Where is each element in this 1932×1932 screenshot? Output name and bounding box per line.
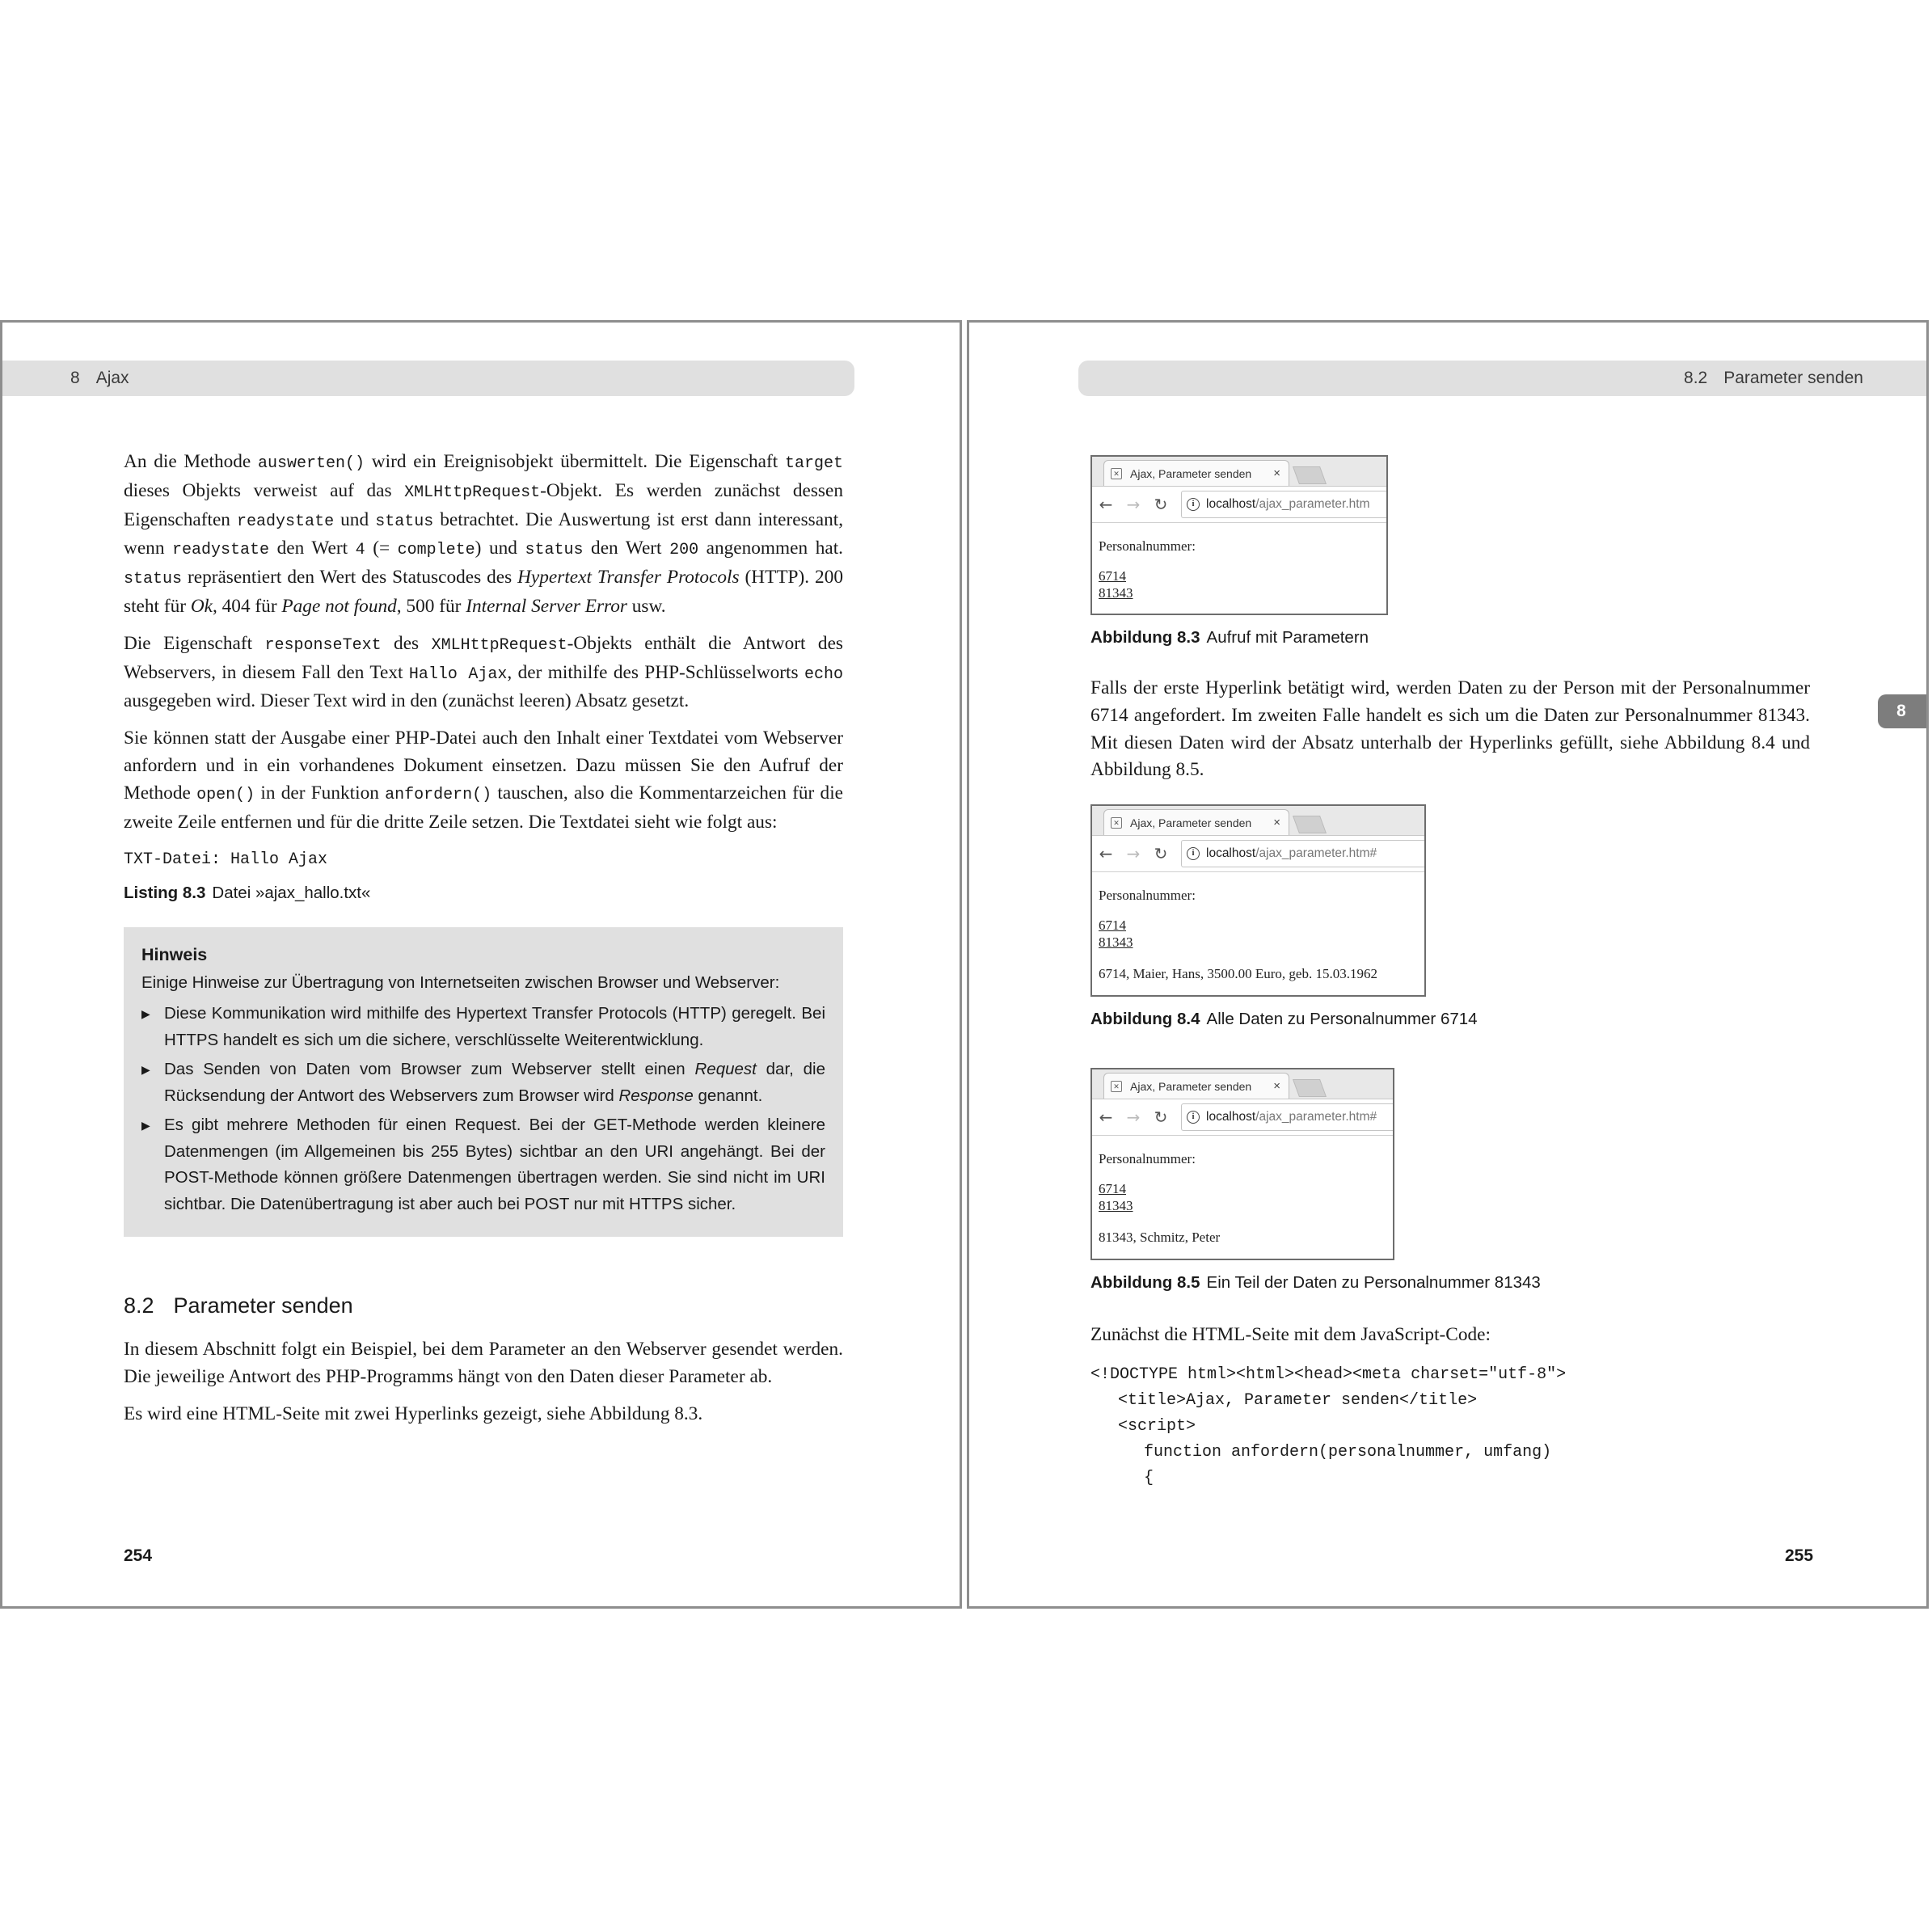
- tab-close-icon[interactable]: ×: [1273, 466, 1280, 480]
- listing-code: TXT-Datei: Hallo Ajax: [124, 850, 328, 870]
- address-bar[interactable]: [1181, 1103, 1393, 1131]
- browser-screenshot: [1090, 455, 1388, 615]
- page-number: 254: [124, 1546, 153, 1565]
- hint-box: [124, 927, 843, 1237]
- info-icon: i: [1187, 847, 1200, 860]
- url-path: /ajax_parameter.htm#: [1255, 846, 1377, 860]
- browser-toolbar: [1092, 487, 1386, 523]
- hyperlink-81343[interactable]: 81343: [1099, 934, 1133, 950]
- back-arrow-icon[interactable]: ←: [1099, 495, 1113, 514]
- page-number: 255: [1785, 1546, 1814, 1565]
- code-line: <title>Ajax, Parameter senden</title>: [1118, 1390, 1478, 1410]
- browser-viewport: [1092, 1136, 1393, 1252]
- paragraph: An die Methode auswerten() wird ein Ereignisobjekt übermittelt. Die Eigenschaft target dieses Objekts verweist auf das XMLHttpRequest-Objekt. Es werden zunächst dessen Eigenschaften readystate und status betrachtet. Die Auswertung ist erst dann interessant, wenn readystate den Wert 4 (= complete) und status den Wert 200 angenommen hat. status repräsentiert den Wert des Statuscodes des Hypertext Transfer Protocols (HTTP). 200 steht für Ok, 404 für Page not found, 500 für Internal Server Error usw.: [124, 451, 844, 617]
- info-icon: i: [1187, 498, 1200, 511]
- browser-tab[interactable]: [1103, 809, 1289, 835]
- code-line: function anfordern(personalnummer, umfang): [1144, 1442, 1552, 1462]
- reload-icon[interactable]: ↻: [1154, 495, 1168, 514]
- url-host: localhost: [1206, 497, 1256, 511]
- section-title: Parameter senden: [173, 1293, 353, 1318]
- hyperlink-6714[interactable]: 6714: [1099, 1181, 1126, 1196]
- back-arrow-icon[interactable]: ←: [1099, 1107, 1113, 1127]
- paragraph: Die Eigenschaft responseText des XMLHttpRequest-Objekts enthält die Antwort des Webservers, in diesem Fall den Text Hallo Ajax, der mithilfe des PHP-Schlüsselworts echo ausgegeben wird. Dieser Text wird in den (zunächst leeren) Absatz gesetzt.: [124, 632, 843, 712]
- left-text-column: [124, 449, 843, 1438]
- figure-caption: Abbildung 8.3 Aufruf mit Parametern: [1090, 628, 1369, 647]
- browser-tab-title: Ajax, Parameter senden: [1130, 466, 1252, 480]
- url-host: localhost: [1206, 1110, 1256, 1124]
- reload-icon[interactable]: ↻: [1154, 1107, 1168, 1127]
- left-page: [0, 320, 962, 1609]
- forward-arrow-icon[interactable]: →: [1126, 1107, 1141, 1127]
- figure-caption: Abbildung 8.4 Alle Daten zu Personalnummer 6714: [1090, 1010, 1478, 1028]
- hint-list-item: ▶ Das Senden von Daten vom Browser zum Webserver stellt einen Request dar, die Rücksendung der Antwort des Webservers zum Browser wird Response genannt.: [141, 1057, 825, 1109]
- hint-title: Hinweis: [141, 945, 208, 965]
- code-line: <script>: [1118, 1416, 1196, 1436]
- reload-icon[interactable]: ↻: [1154, 844, 1168, 863]
- figure-caption: Abbildung 8.5 Ein Teil der Daten zu Personalnummer 81343: [1090, 1273, 1541, 1292]
- hyperlink-6714[interactable]: 6714: [1099, 568, 1126, 584]
- browser-tabstrip: [1092, 806, 1424, 836]
- right-page: [967, 320, 1929, 1609]
- section-number: 8.2: [124, 1293, 154, 1318]
- browser-viewport: [1092, 523, 1386, 608]
- browser-tabstrip: [1092, 457, 1386, 487]
- forward-arrow-icon[interactable]: →: [1126, 844, 1141, 863]
- paragraph: Es wird eine HTML-Seite mit zwei Hyperlinks gezeigt, siehe Abbildung 8.3.: [124, 1403, 703, 1424]
- bullet-triangle-icon: ▶: [141, 1119, 150, 1133]
- url-host: localhost: [1206, 846, 1256, 860]
- result-paragraph: 81343, Schmitz, Peter: [1099, 1230, 1221, 1245]
- listing-caption-text: Datei »ajax_hallo.txt«: [212, 884, 371, 903]
- paragraph: Zunächst die HTML-Seite mit dem JavaScript-Code:: [1090, 1324, 1491, 1345]
- browser-tab[interactable]: [1103, 460, 1289, 486]
- hyperlink-6714[interactable]: 6714: [1099, 917, 1126, 933]
- forward-arrow-icon[interactable]: →: [1126, 495, 1141, 514]
- page-label: Personalnummer:: [1099, 888, 1196, 903]
- paragraph: In diesem Abschnitt folgt ein Beispiel, bei dem Parameter an den Webserver gesendet werden. Die jeweilige Antwort des PHP-Programms hängt von den Daten dieser Parameter ab.: [124, 1339, 843, 1388]
- hint-list: [141, 1001, 825, 1217]
- hint-list-item: ▶ Diese Kommunikation wird mithilfe des Hypertext Transfer Protocols (HTTP) geregelt. Bei HTTPS handelt es sich um die sichere, verschlüsselte Weiterentwicklung.: [141, 1001, 825, 1053]
- header-section-title: Parameter senden: [1723, 369, 1863, 387]
- browser-toolbar: [1092, 1099, 1393, 1136]
- url-path: /ajax_parameter.htm#: [1255, 1110, 1377, 1124]
- listing-caption-label: Listing 8.3: [124, 884, 206, 903]
- chapter-thumb-tab: 8: [1878, 694, 1929, 728]
- header-chapter-number: 8: [70, 369, 80, 387]
- browser-toolbar: [1092, 836, 1424, 872]
- browser-screenshot: [1090, 1068, 1394, 1260]
- new-tab-button[interactable]: [1293, 816, 1327, 833]
- hyperlink-81343[interactable]: 81343: [1099, 1198, 1133, 1213]
- page-favicon-icon: ✕: [1111, 817, 1122, 829]
- page-favicon-icon: ✕: [1111, 468, 1122, 479]
- hyperlink-81343[interactable]: 81343: [1099, 585, 1133, 601]
- header-section-number: 8.2: [1684, 369, 1708, 387]
- section-heading: [124, 1293, 843, 1318]
- result-paragraph: 6714, Maier, Hans, 3500.00 Euro, geb. 15.03.1962: [1099, 966, 1377, 981]
- tab-close-icon[interactable]: ×: [1273, 816, 1280, 829]
- new-tab-button[interactable]: [1293, 466, 1327, 484]
- hint-intro: Einige Hinweise zur Übertragung von Internetseiten zwischen Browser und Webserver:: [141, 972, 780, 992]
- url-path: /ajax_parameter.htm: [1255, 497, 1370, 511]
- back-arrow-icon[interactable]: ←: [1099, 844, 1113, 863]
- info-icon: i: [1187, 1111, 1200, 1124]
- paragraph: Falls der erste Hyperlink betätigt wird, werden Daten zu der Person mit der Personalnummer 6714 angefordert. Im zweiten Falle handelt es sich um die Daten zur Personalnummer 81343. Mit diesen Daten wird der Absatz unterhalb der Hyperlinks gefüllt, siehe Abbildung 8.4 und Abbildung 8.5.: [1090, 677, 1810, 781]
- browser-screenshot: [1090, 804, 1426, 997]
- address-bar[interactable]: [1181, 840, 1424, 867]
- header-chapter-title: Ajax: [95, 369, 129, 387]
- browser-tab[interactable]: [1103, 1073, 1289, 1099]
- paragraph: Sie können statt der Ausgabe einer PHP-Datei auch den Inhalt einer Textdatei vom Webserver anfordern und in ein vorhandenes Dokument einsetzen. Dazu müssen Sie den Aufruf der Methode open() in der Funktion anfordern() tauschen, also die Kommentarzeichen für die zweite Zeile entfernen und für die dritte Zeile setzen. Die Textdatei sieht wie folgt aus:: [124, 728, 844, 833]
- page-label: Personalnummer:: [1099, 1151, 1196, 1166]
- code-line: {: [1144, 1468, 1154, 1487]
- browser-tab-title: Ajax, Parameter senden: [1130, 816, 1252, 829]
- code-line: <!DOCTYPE html><html><head><meta charset="utf-8">: [1090, 1365, 1567, 1384]
- tab-close-icon[interactable]: ×: [1273, 1079, 1280, 1093]
- listing-caption: [124, 884, 843, 903]
- hint-list-item: ▶ Es gibt mehrere Methoden für einen Request. Bei der GET-Methode werden kleinere Datenmengen (im Allgemeinen bis 255 Bytes) sichtbar an den URI angehängt. Bei der POST-Methode können größere Datenmengen übertragen werden. Sie sind nicht im URI sichtbar. Die Datenübertragung ist aber auch bei POST nur mit HTTPS sicher.: [141, 1112, 825, 1217]
- bullet-triangle-icon: ▶: [141, 1007, 150, 1021]
- new-tab-button[interactable]: [1293, 1079, 1327, 1097]
- browser-tabstrip: [1092, 1069, 1393, 1099]
- page-label: Personalnummer:: [1099, 538, 1196, 554]
- bullet-triangle-icon: ▶: [141, 1063, 150, 1077]
- right-text-block: [1090, 1322, 1810, 1491]
- running-header: [2, 361, 854, 396]
- browser-viewport: [1092, 872, 1424, 989]
- browser-tab-title: Ajax, Parameter senden: [1130, 1079, 1252, 1093]
- right-text-block: [1090, 675, 1810, 794]
- address-bar[interactable]: [1181, 491, 1386, 518]
- page-favicon-icon: ✕: [1111, 1081, 1122, 1092]
- code-listing: [1090, 1362, 1810, 1491]
- running-header: [1078, 361, 1929, 396]
